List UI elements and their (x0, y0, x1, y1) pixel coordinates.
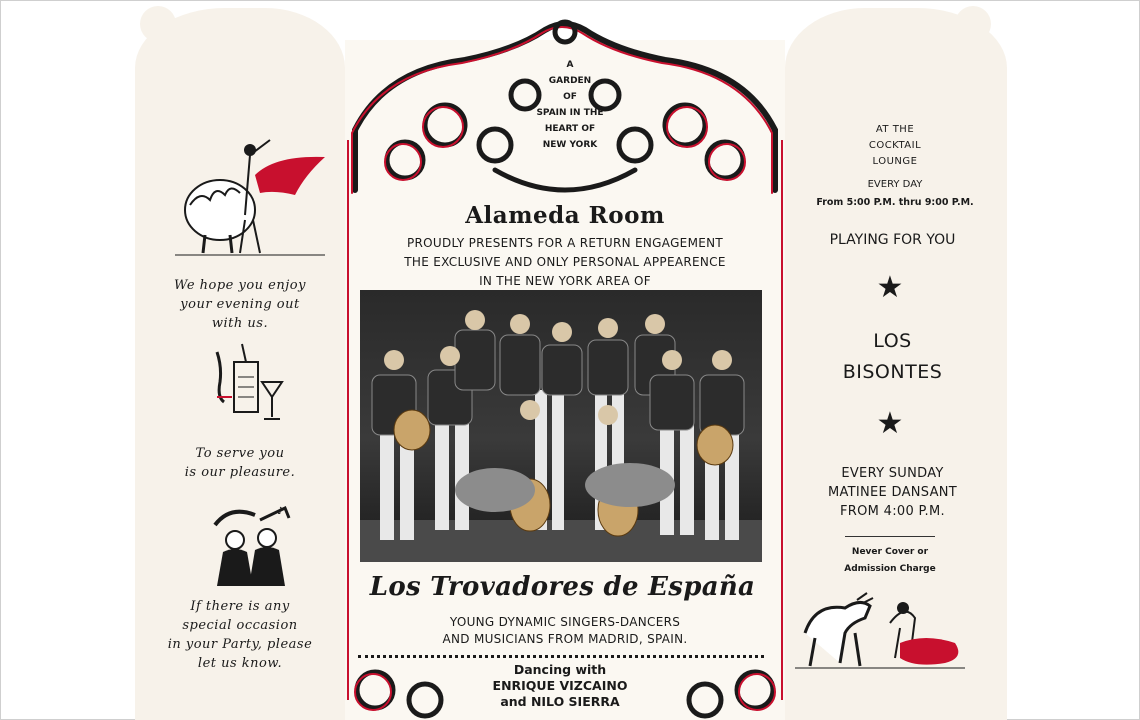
cocktail-icon (212, 342, 287, 427)
star-icon: ★ (876, 270, 904, 305)
group-name: Los Trovadores de España (369, 572, 756, 602)
right-red-border (781, 140, 783, 700)
band-icon (205, 500, 295, 588)
welcome-message: We hope you enjoy your evening out with us. (174, 278, 306, 331)
left-red-border (347, 140, 349, 700)
venue-title: Alameda Room (465, 202, 665, 229)
svg-text:♪: ♪ (277, 506, 284, 517)
intro-text: PROUDLY PRESENTS FOR A RETURN ENGAGEMENT THE EXCLUSIVE AND ONLY PERSONAL APPEARENCE IN THE NEW YORK AREA OF (404, 236, 726, 288)
hours: From 5:00 P.M. thru 9:00 P.M. (816, 197, 974, 208)
sunday-matinee: EVERY SUNDAY MATINEE DANSANT FROM 4:00 P.M. (827, 466, 958, 519)
dancing-credits: Dancing with ENRIQUE VIZCAINO and NILO SIERRA (492, 662, 628, 709)
playing-for-you: PLAYING FOR YOU (829, 232, 956, 248)
tagline: YOUNG DYNAMIC SINGERS-DANCERS AND MUSICIANS FROM MADRID, SPAIN. (442, 615, 688, 646)
crest-text: A GARDEN OF SPAIN IN THE HEART OF NEW YORK (536, 60, 604, 150)
dotted-divider (358, 655, 764, 658)
every-day: EVERY DAY (867, 179, 923, 190)
divider-line (845, 536, 935, 537)
cover-charge: Never Cover or Admission Charge (844, 547, 936, 574)
musicians-photo-icon (360, 290, 762, 562)
right-tab (955, 6, 991, 42)
lounge-location: AT THE COCKTAIL LOUNGE (868, 124, 922, 167)
bull-icon (795, 588, 970, 673)
service-message: To serve you is our pleasure. (184, 446, 296, 480)
bullfighter-icon (175, 135, 330, 260)
star-icon: ★ (876, 406, 904, 441)
band-name: LOS BISONTES (842, 330, 943, 383)
group-photo (360, 290, 762, 562)
occasion-message: If there is any special occasion in your Party, please let us know. (167, 599, 313, 671)
left-tab (140, 6, 176, 42)
